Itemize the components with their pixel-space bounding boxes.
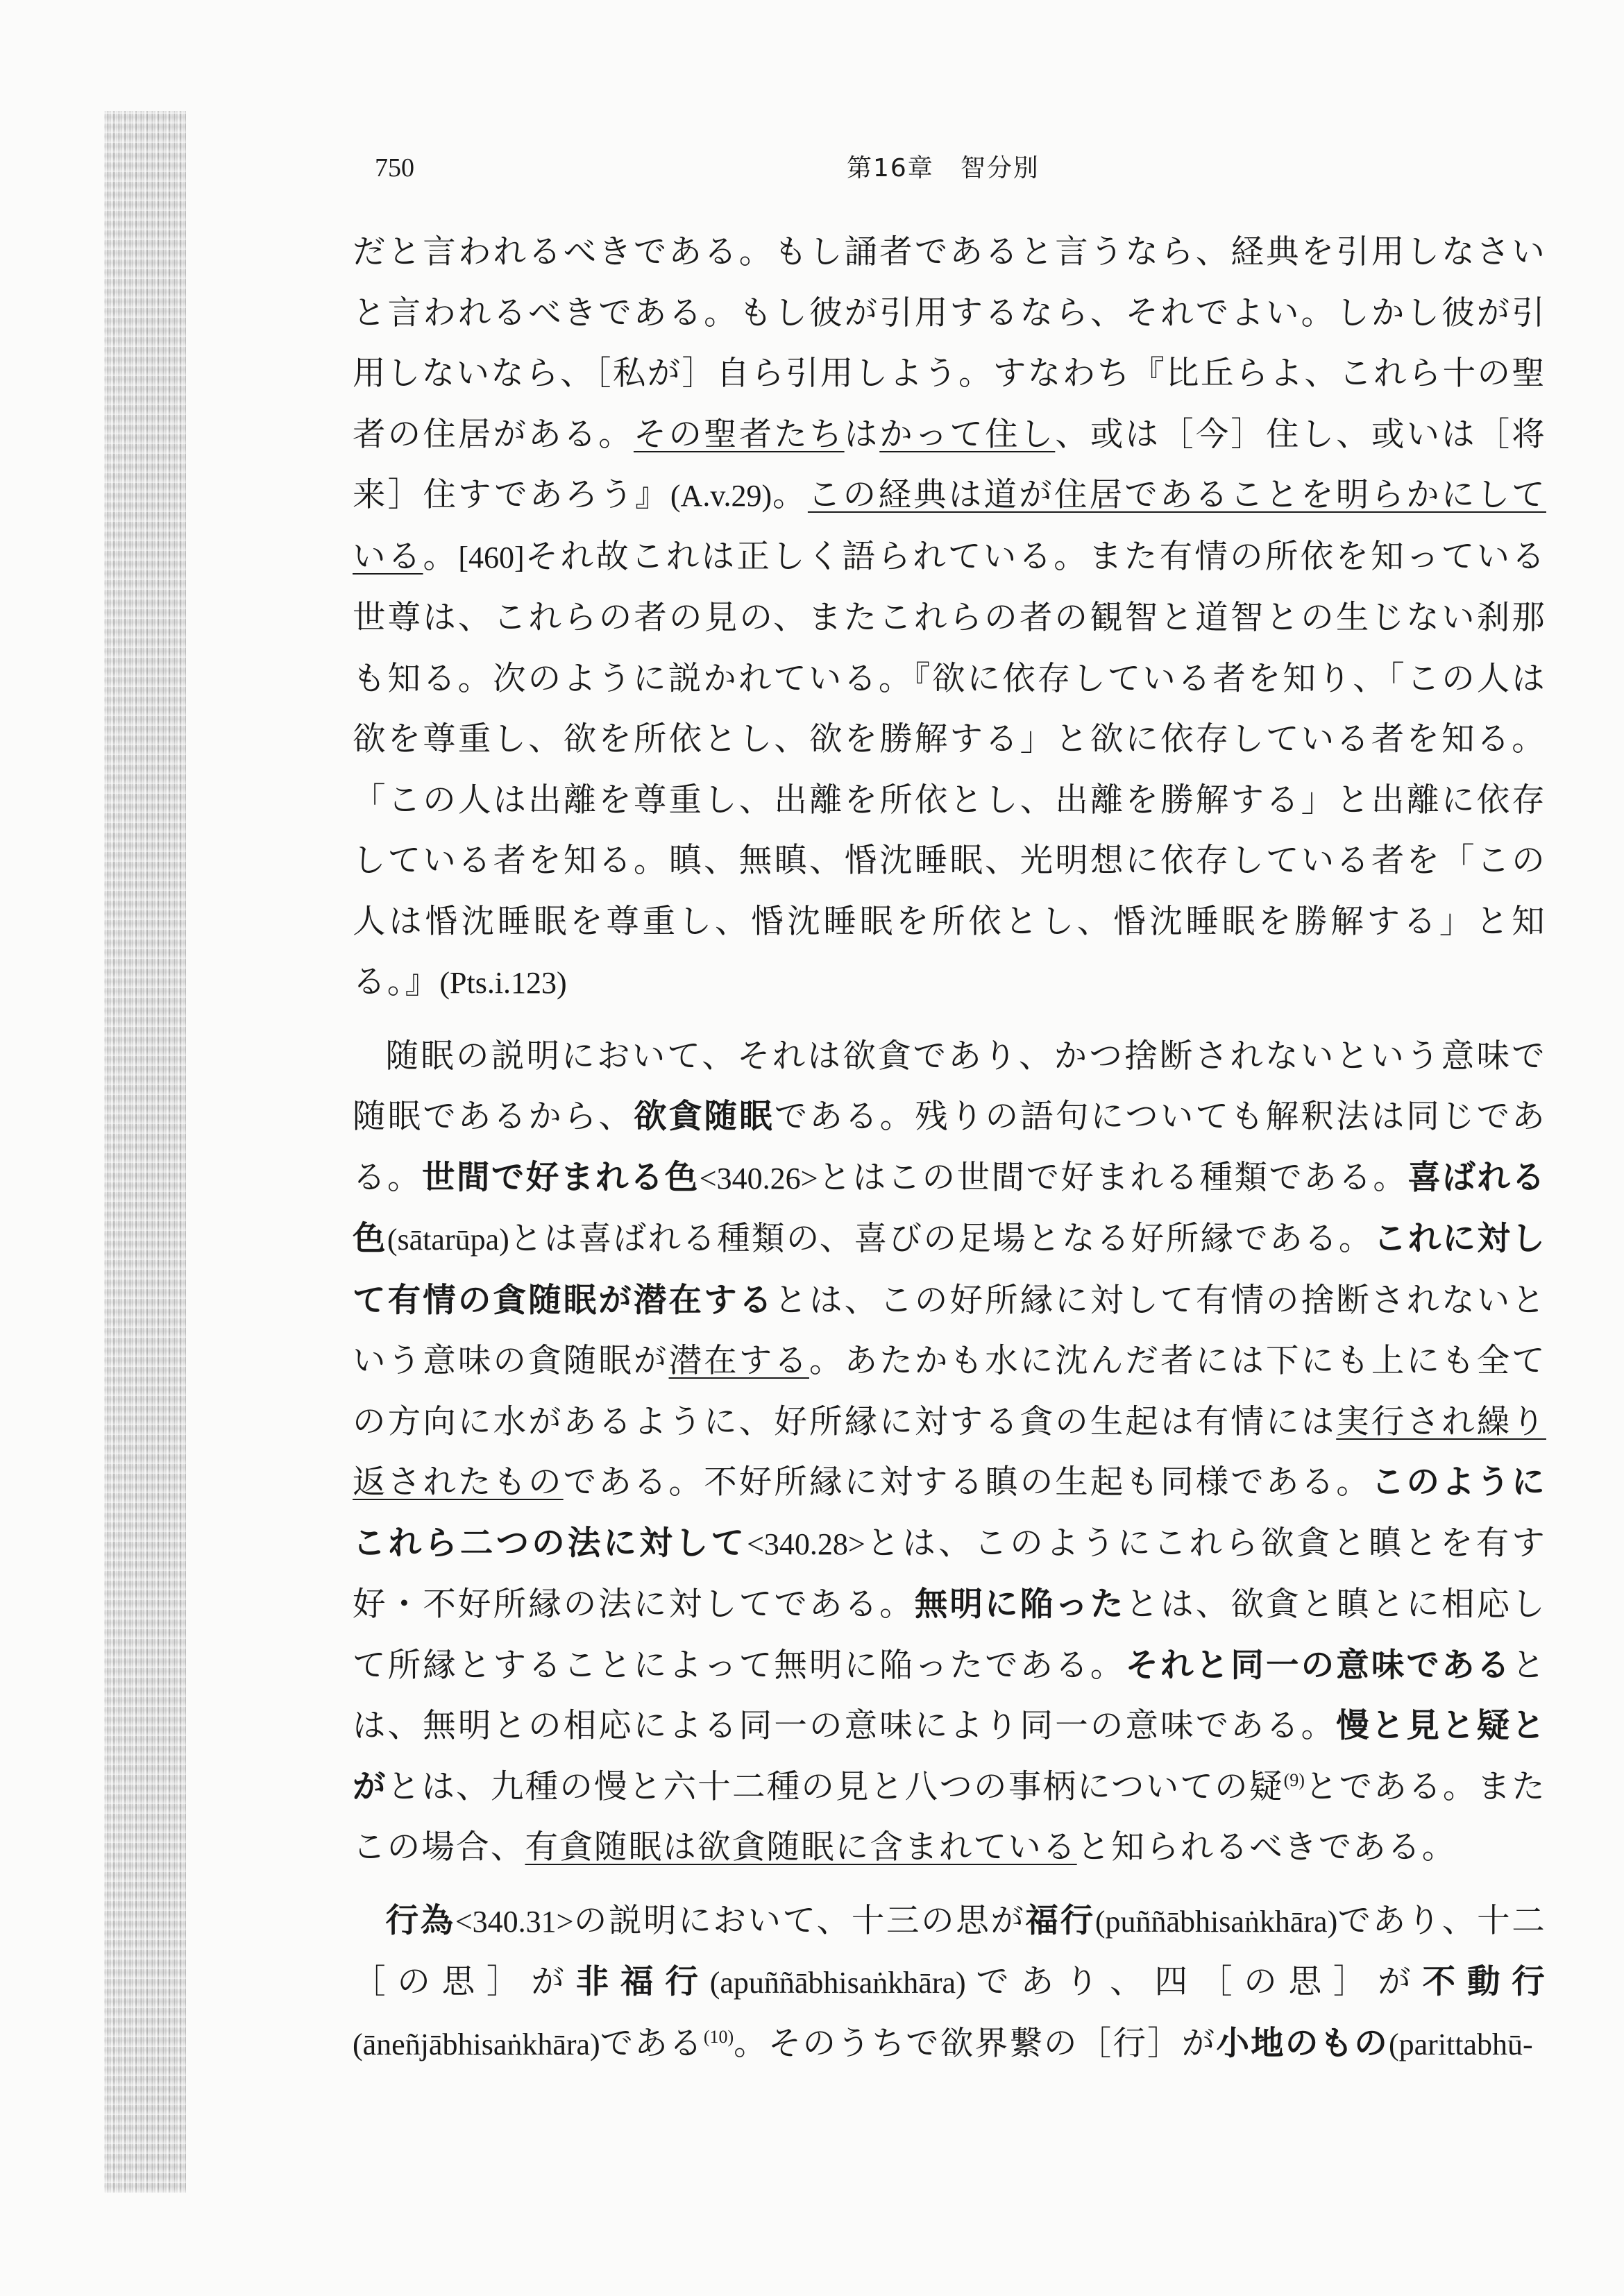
bold-term: このようにこれら二つの法に対して	[353, 1463, 1547, 1563]
running-title: 第16章 智分別	[847, 154, 1040, 182]
reference-text: (parittabhū-	[1388, 2027, 1533, 2061]
text-segment: である	[600, 2024, 704, 2063]
bold-term: 欲貪随眠	[634, 1098, 775, 1136]
footnote-marker: (10)	[703, 2026, 734, 2047]
text-segment: とは、この好所縁に対して有情の捨断されないという意味の貪随眠が	[353, 1281, 1546, 1380]
bold-term: それと同一の意味である	[1125, 1646, 1512, 1685]
underlined-text: 潜在する	[668, 1342, 809, 1380]
reference-text: (puññābhisaṅkhāra)	[1094, 1904, 1338, 1939]
text-segment: とである。またこの場合、	[353, 1767, 1547, 1866]
text-segment: それ故これは正しく語られている。また有情の所依を知っている世尊は、これらの者の見の、またこれらの者の観智と道智との生じない刹那も知る。次のように説かれている。『欲に依存している者を知り、「この人は欲を尊重し、欲を所依とし、欲を勝解する」と欲に依存している者を知る。「この人は出離を尊重し、出離を所依とし、出離を勝解する」と出離に依存している者を知る。瞋、無瞋、惛沈睡眠、光明想に依存している者を「この人は惛沈睡眠を尊重し、惛沈睡眠を所依とし、惛沈睡眠を勝解する」と知る。』	[353, 537, 1547, 1001]
reference-text: (āneñjābhisaṅkhāra)	[353, 2027, 600, 2061]
bold-term: 小地のもの	[1216, 2024, 1389, 2063]
body-text	[353, 222, 1546, 2075]
paragraph	[353, 1026, 1546, 1878]
reference-text: <340.28>	[747, 1527, 865, 1561]
text-segment: 。	[772, 476, 808, 514]
text-segment: 。そのうちで欲界繋の［行］が	[734, 2024, 1217, 2063]
text-segment: である。不好所縁に対する瞋の生起も同様である。	[563, 1463, 1371, 1502]
reference-text: (apuññābhisaṅkhāra)	[709, 1966, 966, 2000]
bold-term: 世間で好まれる色	[421, 1158, 700, 1197]
page-number: 750	[375, 153, 414, 182]
bold-term: 喜ばれる色	[353, 1158, 1546, 1258]
reference-text: <340.26>	[699, 1161, 818, 1196]
text-segment: とは、欲貪と瞋とに相応して所縁とすることによって無明に陥ったである。	[353, 1585, 1547, 1685]
text-segment: は	[844, 415, 880, 454]
reference-text: (Pts.i.123)	[439, 966, 567, 1000]
bold-term: 慢と見と疑とが	[353, 1707, 1546, 1806]
text-segment: 随眠の説明において、それは欲貪であり、かつ捨断されないという意味で随眠であるから、	[353, 1037, 1546, 1136]
underlined-text: その聖者たち	[633, 415, 845, 454]
bold-term: 無明に陥った	[914, 1585, 1126, 1624]
reference-text: <340.31>	[455, 1904, 574, 1939]
underlined-text: かって住し	[879, 415, 1056, 454]
bold-term: 非福行	[575, 1963, 710, 2001]
reference-text: (A.v.29)	[670, 479, 772, 513]
bold-term: 福行	[1025, 1901, 1095, 1940]
text-segment: だと言われるべきである。もし誦者であると言うなら、経典を引用しなさいと言われるべきである。もし彼が引用するなら、それでよい。しかし彼が引用しないなら、［私が］自ら引用しよう。すなわち『比丘らよ、これら十の聖者の住居がある。	[353, 233, 1546, 454]
text-segment: 、或は［今］住し、或いは［将来］住すであろう』	[353, 415, 1546, 514]
text-segment: である。残りの語句についても解釈法は同じである。	[353, 1098, 1546, 1197]
text-segment: とは、このようにこれら欲貪と瞋とを有す好・不好所縁の法に対してである。	[353, 1524, 1546, 1624]
book-binding-edge	[104, 111, 186, 2193]
text-segment: とはこの世間で好まれる種類である。	[818, 1158, 1408, 1197]
bold-term: これに対して有情の貪随眠が潜在する	[353, 1220, 1546, 1320]
footnote-marker: (9)	[1283, 1769, 1305, 1790]
text-segment: であり、十二［の思］が	[353, 1901, 1547, 2001]
reference-text: (sātarūpa)	[387, 1223, 509, 1257]
underlined-text: この経典は道が住居であることを明らかにしている	[353, 476, 1546, 576]
bold-term: 不動行	[1422, 1963, 1547, 2001]
text-segment: とは、九種の慢と六十二種の見と八つの事柄についての疑	[387, 1767, 1284, 1806]
text-segment: と知られるべきである。	[1076, 1828, 1457, 1866]
paragraph	[353, 1891, 1546, 2075]
text-segment: 。	[423, 537, 459, 576]
page-header	[0, 144, 1624, 186]
text-segment: とは、無明との相応による同一の意味により同一の意味である。	[353, 1646, 1546, 1745]
underlined-text: 有貪随眠は欲貪随眠に含まれている	[525, 1828, 1077, 1866]
text-segment: 。あたかも水に沈んだ者には下にも上にも全ての方向に水があるように、好所縁に対する貪の生起は有情には	[353, 1342, 1546, 1441]
text-segment: とは喜ばれる種類の、喜びの足場となる好所縁である。	[509, 1220, 1373, 1258]
underlined-text: 実行され繰り返されたもの	[353, 1402, 1546, 1502]
bold-term: 行為	[385, 1901, 455, 1940]
text-segment: であり、四［の思］が	[965, 1963, 1423, 2001]
text-segment: の説明において、十三の思が	[573, 1901, 1026, 1940]
paragraph	[353, 222, 1546, 1014]
reference-text: [460]	[458, 540, 525, 575]
